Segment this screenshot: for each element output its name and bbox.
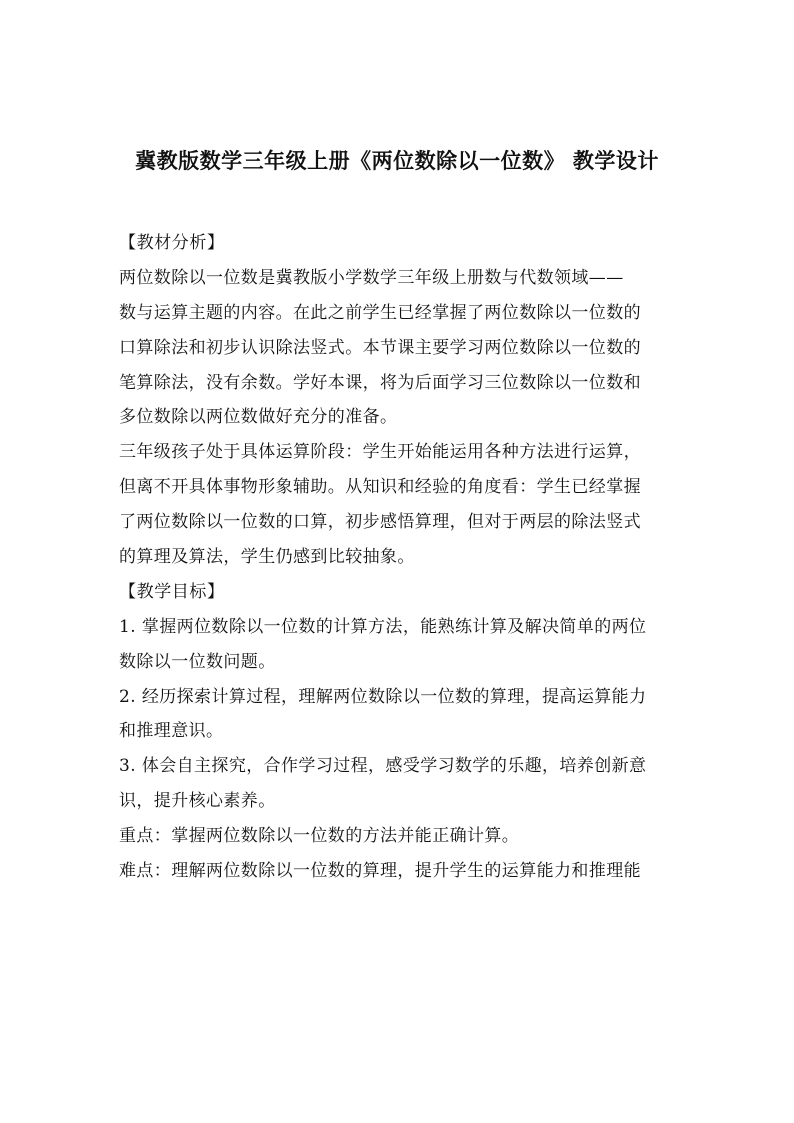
paragraph-line: 的算理及算法，学生仍感到比较抽象。 xyxy=(119,547,415,568)
paragraph-line: 数与运算主题的内容。在此之前学生已经掌握了两位数除以一位数的 xyxy=(119,302,641,323)
goal-item-2: 2. 经历探索计算过程，理解两位数除以一位数的算理，提高运算能力 xyxy=(119,686,647,707)
document-body xyxy=(119,226,685,889)
goal-item-2-continued: 和推理意识。 xyxy=(119,721,224,742)
goal-item-3-continued: 识，提升核心素养。 xyxy=(119,791,276,812)
paragraph-line: 多位数除以两位数做好充分的准备。 xyxy=(119,407,398,428)
section-heading-material-analysis: 【教材分析】 xyxy=(119,233,225,253)
paragraph-line: 了两位数除以一位数的口算，初步感悟算理，但对于两层的除法竖式 xyxy=(119,512,641,533)
goal-item-1-continued: 数除以一位数问题。 xyxy=(119,651,276,672)
document-title: 冀教版数学三年级上册《两位数除以一位数》 教学设计 xyxy=(135,149,659,173)
paragraph-line: 口算除法和初步认识除法竖式。本节课主要学习两位数除以一位数的 xyxy=(119,337,641,358)
paragraph-line: 但离不开具体事物形象辅助。从知识和经验的角度看：学生已经掌握 xyxy=(119,477,641,498)
goal-item-1: 1. 掌握两位数除以一位数的计算方法，能熟练计算及解决简单的两位 xyxy=(119,616,647,637)
difficult-point: 难点：理解两位数除以一位数的算理，提升学生的运算能力和推理能 xyxy=(119,861,641,882)
key-point: 重点：掌握两位数除以一位数的方法并能正确计算。 xyxy=(119,826,520,847)
paragraph-line: 三年级孩子处于具体运算阶段：学生开始能运用各种方法进行运算， xyxy=(119,442,641,463)
goal-item-3: 3. 体会自主探究，合作学习过程，感受学习数学的乐趣，培养创新意 xyxy=(119,756,647,777)
paragraph-line: 笔算除法，没有余数。学好本课，将为后面学习三位数除以一位数和 xyxy=(119,372,641,393)
section-heading-teaching-goals: 【教学目标】 xyxy=(119,581,225,602)
paragraph-line: 两位数除以一位数是冀教版小学数学三年级上册数与代数领域—— xyxy=(119,267,624,288)
